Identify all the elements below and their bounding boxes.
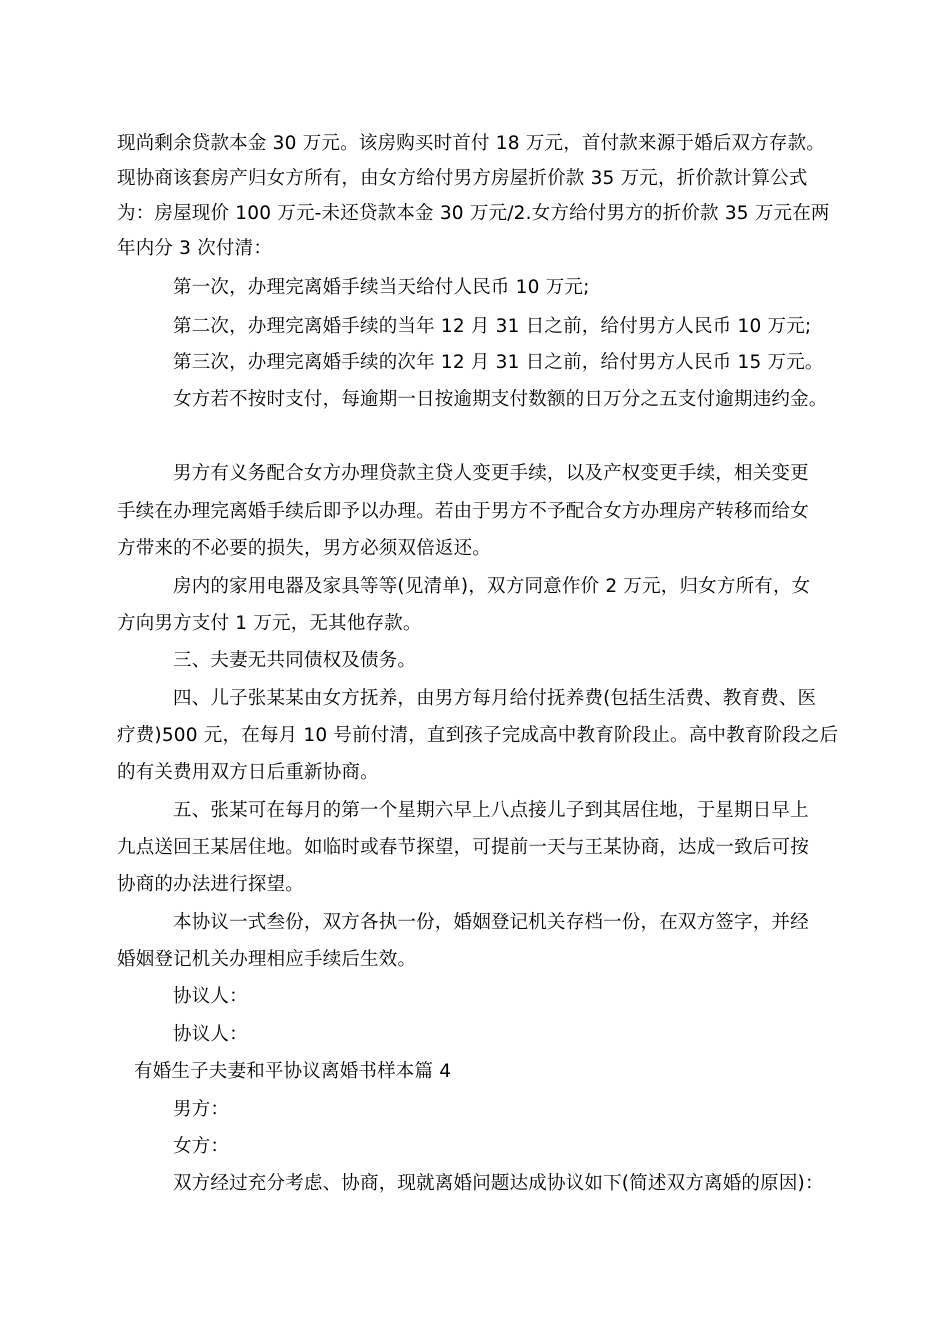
signatory-line-1: 协议人： (173, 986, 248, 1007)
party-female-line: 女方： (173, 1136, 230, 1157)
text-line-20: 协商的办法进行探望。 (117, 874, 305, 895)
text-line-17: 的有关费用双方日后重新协商。 (117, 762, 379, 783)
text-line-15: 四、儿子张某某由女方抚养，由男方每月给付抚养费(包括生活费、教育费、医 (173, 688, 817, 709)
text-line-16: 疗费)500 元，在每月 10 号前付清，直到孩子完成高中教育阶段止。高中教育阶段之后 (117, 725, 839, 746)
text-line-6: 第二次，办理完离婚手续的当年 12 月 31 日之前，给付男方人民币 10 万元; (173, 316, 812, 337)
text-line-2: 现协商该套房产归女方所有，由女方给付男方房屋折价款 35 万元，折价款计算公式 (117, 168, 808, 189)
text-line-10: 手续在办理完离婚手续后即予以办理。若由于男方不予配合女方办理房产转移而给女 (117, 501, 809, 522)
text-line-13: 方向男方支付 1 万元，无其他存款。 (117, 613, 422, 634)
text-line-5: 第一次，办理完离婚手续当天给付人民币 10 万元; (173, 277, 590, 298)
section-heading: 有婚生子夫妻和平协议离婚书样本篇 4 (134, 1061, 452, 1082)
text-line-18: 五、张某可在每月的第一个星期六早上八点接儿子到其居住地，于星期日早上 (173, 800, 809, 821)
text-line-4: 年内分 3 次付清： (117, 238, 273, 259)
text-line-19: 九点送回王某居住地。如临时或春节探望，可提前一天与王某协商，达成一致后可按 (117, 837, 809, 858)
signatory-line-2: 协议人： (173, 1024, 248, 1045)
text-line-14: 三、夫妻无共同债权及债务。 (173, 650, 417, 671)
text-line-1: 现尚剩余贷款本金 30 万元。该房购买时首付 18 万元，首付款来源于婚后双方存款。 (117, 133, 826, 154)
text-line-9: 男方有义务配合女方办理贷款主贷人变更手续，以及产权变更手续，相关变更 (173, 463, 809, 484)
text-line-3: 为：房屋现价 100 万元-未还贷款本金 30 万元/2.女方给付男方的折价款 35 万元在两 (117, 203, 830, 224)
text-line-12: 房内的家用电器及家具等等(见清单)，双方同意作价 2 万元，归女方所有，女 (173, 576, 811, 597)
text-line-22: 婚姻登记机关办理相应手续后生效。 (117, 949, 417, 970)
text-line-8: 女方若不按时支付，每逾期一日按逾期支付数额的日万分之五支付逾期违约金。 (173, 389, 828, 410)
text-line-7: 第三次，办理完离婚手续的次年 12 月 31 日之前，给付男方人民币 15 万元。 (173, 352, 824, 373)
text-line-28: 双方经过充分考虑、协商，现就离婚问题达成协议如下(简述双方离婚的原因)： (173, 1173, 824, 1194)
text-line-21: 本协议一式叁份，双方各执一份，婚姻登记机关存档一份，在双方签字，并经 (173, 912, 809, 933)
text-line-11: 方带来的不必要的损失，男方必须双倍返还。 (117, 538, 492, 559)
party-male-line: 男方： (173, 1099, 230, 1120)
